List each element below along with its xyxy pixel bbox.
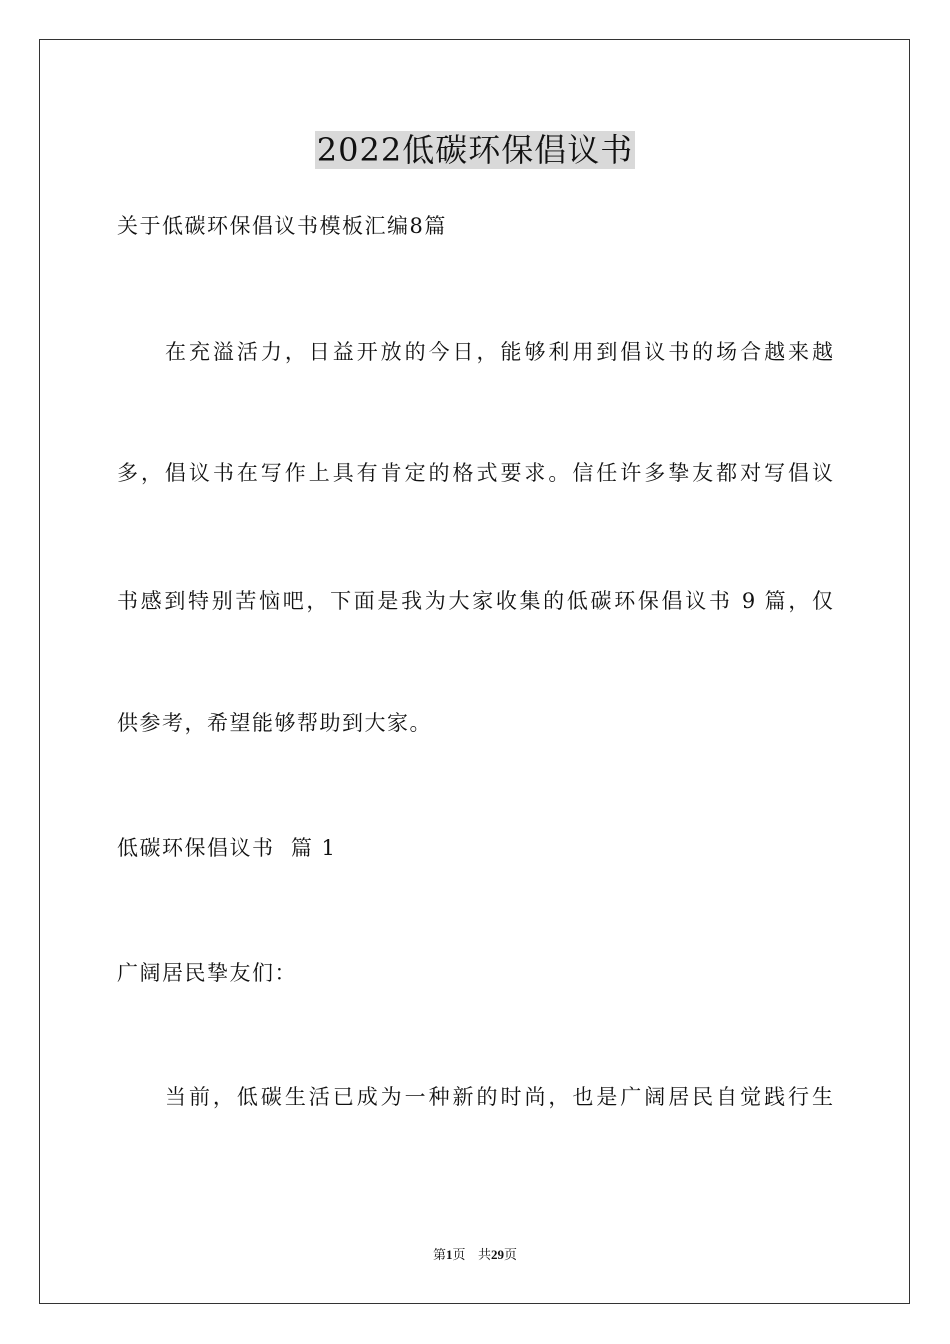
footer-total-prefix: 共	[477, 1248, 491, 1263]
page-footer	[0, 1246, 950, 1265]
paragraph-line: 供参考，希望能够帮助到大家。	[117, 711, 432, 735]
footer-page-number: 1	[446, 1247, 453, 1262]
document-title-text: 2022低碳环保倡议书	[316, 131, 634, 169]
document-title	[0, 128, 950, 172]
document-subtitle: 关于低碳环保倡议书模板汇编8篇	[117, 214, 447, 238]
footer-total-suffix: 页	[503, 1248, 517, 1263]
paragraph-line: 书感到特别苦恼吧，下面是我为大家收集的低碳环保倡议书 9 篇，仅	[117, 589, 833, 613]
footer-page-prefix: 第	[433, 1248, 447, 1263]
paragraph-line: 当前，低碳生活已成为一种新的时尚，也是广阔居民自觉践行生	[165, 1085, 833, 1109]
paragraph-line: 在充溢活力，日益开放的今日，能够利用到倡议书的场合越来越	[165, 340, 833, 364]
salutation: 广阔居民挚友们：	[117, 961, 297, 985]
footer-total-pages: 29	[490, 1247, 504, 1262]
footer-page-suffix: 页	[452, 1248, 466, 1263]
section-heading: 低碳环保倡议书 篇 1	[117, 836, 337, 860]
paragraph-line: 多，倡议书在写作上具有肯定的格式要求。信任许多挚友都对写倡议	[117, 461, 833, 485]
